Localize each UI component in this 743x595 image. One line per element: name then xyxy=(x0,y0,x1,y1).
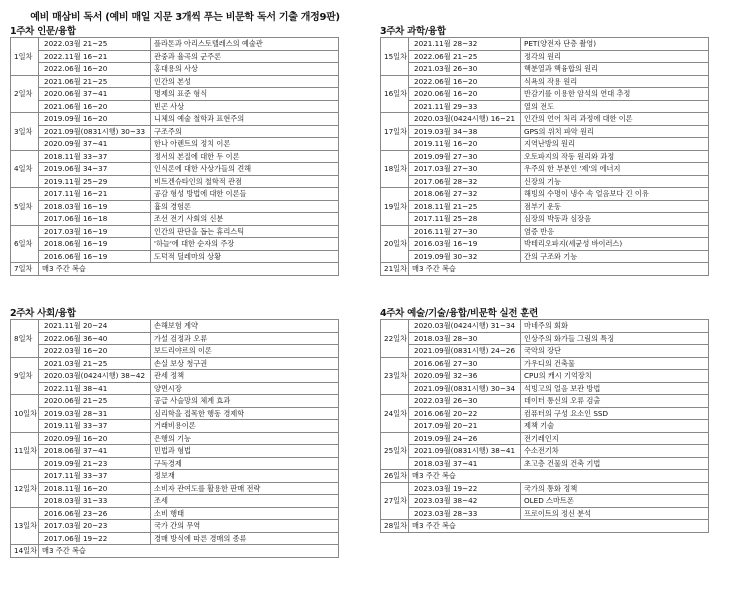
table-row xyxy=(11,63,339,76)
table-row xyxy=(381,75,709,88)
topic-cell: CPU의 캐시 기억장치 xyxy=(521,370,709,383)
source-cell: 2017.11월 25~28 xyxy=(409,213,521,226)
topic-cell: 국악의 장단 xyxy=(521,345,709,358)
table-row xyxy=(11,38,339,51)
topic-cell: 도덕적 딜레마의 상황 xyxy=(151,250,339,263)
source-cell: 2018.03월 31~33 xyxy=(39,495,151,508)
source-cell: 2019.11월 25~29 xyxy=(39,175,151,188)
topic-cell: 신장의 기능 xyxy=(521,175,709,188)
source-cell: 2023.03월 19~22 xyxy=(409,482,521,495)
topic-cell: 간의 구조와 기능 xyxy=(521,250,709,263)
day-label: 14일차 xyxy=(11,545,39,558)
table-row xyxy=(381,188,709,201)
source-cell: 2017.06월 28~32 xyxy=(409,175,521,188)
day-label: 24일차 xyxy=(381,395,409,433)
source-cell: 2019.09월 30~32 xyxy=(409,250,521,263)
table-row xyxy=(11,445,339,458)
source-cell: 2016.11월 27~30 xyxy=(409,225,521,238)
table-row xyxy=(11,250,339,263)
source-cell: 2020.06월 16~20 xyxy=(409,88,521,101)
table-row xyxy=(11,88,339,101)
table-row xyxy=(11,163,339,176)
topic-cell: 국가의 통화 정책 xyxy=(521,482,709,495)
review-row xyxy=(11,263,339,276)
source-cell: 2019.09월 16~20 xyxy=(39,113,151,126)
source-cell: 2021.06월 21~25 xyxy=(39,75,151,88)
table-row xyxy=(381,163,709,176)
source-cell: 2020.06월 21~25 xyxy=(39,395,151,408)
source-cell: 2021.09월(0831시행) 30~33 xyxy=(39,125,151,138)
day-label: 21일차 xyxy=(381,263,409,276)
day-label: 9일차 xyxy=(11,357,39,395)
review-cell: 매3 주간 복습 xyxy=(39,545,339,558)
topic-cell: 열의 전도 xyxy=(521,100,709,113)
table-row xyxy=(11,345,339,358)
topic-cell: 정보재 xyxy=(151,470,339,483)
source-cell: 2016.06월 27~30 xyxy=(409,357,521,370)
source-cell: 2018.11월 21~25 xyxy=(409,200,521,213)
source-cell: 2022.11월 38~41 xyxy=(39,382,151,395)
topic-cell: 관중과 율곡의 군주론 xyxy=(151,50,339,63)
table-row xyxy=(381,150,709,163)
topic-cell: 소비 행태 xyxy=(151,507,339,520)
day-label: 27일차 xyxy=(381,482,409,520)
source-cell: 2020.03월(0424시행) 31~34 xyxy=(409,320,521,333)
topic-cell: 소비자 관여도를 활용한 판매 전략 xyxy=(151,482,339,495)
source-cell: 2019.09월 21~23 xyxy=(39,457,151,470)
table-row xyxy=(381,382,709,395)
source-cell: 2016.06월 20~22 xyxy=(409,407,521,420)
source-cell: 2022.06월 21~25 xyxy=(409,50,521,63)
source-cell: 2020.09월 37~41 xyxy=(39,138,151,151)
topic-cell: 은행의 기능 xyxy=(151,432,339,445)
source-cell: 2022.03월 26~30 xyxy=(409,395,521,408)
table-row xyxy=(381,250,709,263)
document-title: 예비 매삼비 독서 (예비 매일 지문 3개씩 푸는 비문학 독서 기출 개정9판) xyxy=(30,12,340,23)
source-cell: 2016.06월 16~19 xyxy=(39,250,151,263)
source-cell: 2021.09월(0831시행) 24~26 xyxy=(409,345,521,358)
table-row xyxy=(381,113,709,126)
week-1-title: 1주차 인문/융합 xyxy=(10,26,76,37)
table-row xyxy=(381,200,709,213)
topic-cell: 가우디의 건축물 xyxy=(521,357,709,370)
topic-cell: 오토파지의 작동 원리와 과정 xyxy=(521,150,709,163)
topic-cell: 인간의 언어 처리 과정에 대한 이론 xyxy=(521,113,709,126)
source-cell: 2016.06월 23~26 xyxy=(39,507,151,520)
review-row xyxy=(381,263,709,276)
source-cell: 2019.06월 34~37 xyxy=(39,163,151,176)
week-2-title: 2주차 사회/융합 xyxy=(10,308,76,319)
table-row xyxy=(11,320,339,333)
day-label: 10일차 xyxy=(11,395,39,433)
source-cell: 2022.11월 16~21 xyxy=(39,50,151,63)
topic-cell: 한나 아렌트의 정치 이론 xyxy=(151,138,339,151)
topic-cell: '하늘'에 대한 순자의 주장 xyxy=(151,238,339,251)
topic-cell: 국가 간의 무역 xyxy=(151,520,339,533)
source-cell: 2022.03월 21~25 xyxy=(39,38,151,51)
table-row xyxy=(11,532,339,545)
review-cell: 매3 주간 복습 xyxy=(409,470,709,483)
topic-cell: 보드리야르의 이론 xyxy=(151,345,339,358)
day-label: 13일차 xyxy=(11,507,39,545)
topic-cell: 정각의 원리 xyxy=(521,50,709,63)
day-label: 7일차 xyxy=(11,263,39,276)
table-row xyxy=(381,320,709,333)
source-cell: 2018.06월 16~19 xyxy=(39,238,151,251)
topic-cell: 인간의 판단을 돕는 휴리스틱 xyxy=(151,225,339,238)
source-cell: 2018.03월 16~19 xyxy=(39,200,151,213)
table-row xyxy=(381,213,709,226)
topic-cell: 구독경제 xyxy=(151,457,339,470)
week-3-title: 3주차 과학/융합 xyxy=(380,26,446,37)
table-row xyxy=(11,482,339,495)
table-row xyxy=(11,520,339,533)
source-cell: 2017.03월 16~19 xyxy=(39,225,151,238)
topic-cell: 우주의 한 부분인 '제'의 에너지 xyxy=(521,163,709,176)
source-cell: 2018.03월 28~30 xyxy=(409,332,521,345)
table-row xyxy=(11,225,339,238)
table-row xyxy=(11,50,339,63)
table-row xyxy=(11,175,339,188)
table-row xyxy=(381,238,709,251)
source-cell: 2019.09월 27~30 xyxy=(409,150,521,163)
topic-cell: 데이터 통신의 오류 검출 xyxy=(521,395,709,408)
day-label: 28일차 xyxy=(381,520,409,533)
topic-cell: 정서의 본질에 대한 두 이론 xyxy=(151,150,339,163)
table-row xyxy=(381,63,709,76)
table-row xyxy=(381,432,709,445)
source-cell: 2017.03월 20~23 xyxy=(39,520,151,533)
week-3-table xyxy=(380,37,709,276)
topic-cell: 비트겐슈타인의 철학적 관점 xyxy=(151,175,339,188)
topic-cell: 핵분열과 핵융합의 원리 xyxy=(521,63,709,76)
day-label: 15일차 xyxy=(381,38,409,76)
topic-cell: 손실 보상 청구권 xyxy=(151,357,339,370)
topic-cell: 조세 xyxy=(151,495,339,508)
day-label: 23일차 xyxy=(381,357,409,395)
topic-cell: 인식론에 대한 사상가들의 견해 xyxy=(151,163,339,176)
source-cell: 2021.09월(0831시행) 30~34 xyxy=(409,382,521,395)
source-cell: 2022.06월 36~40 xyxy=(39,332,151,345)
day-label: 6일차 xyxy=(11,225,39,263)
topic-cell: 반감기를 이용한 암석의 연대 추정 xyxy=(521,88,709,101)
topic-cell: 심장의 박동과 심장음 xyxy=(521,213,709,226)
table-row xyxy=(381,470,709,483)
day-label: 18일차 xyxy=(381,150,409,188)
topic-cell: 관세 정책 xyxy=(151,370,339,383)
review-row xyxy=(381,520,709,533)
topic-cell: 마네주의 회화 xyxy=(521,320,709,333)
table-row xyxy=(11,395,339,408)
topic-cell: 손해보험 계약 xyxy=(151,320,339,333)
table-row xyxy=(381,407,709,420)
table-row xyxy=(381,50,709,63)
topic-cell: 식욕의 작용 원리 xyxy=(521,75,709,88)
source-cell: 2020.03월(0424시행) 16~21 xyxy=(409,113,521,126)
source-cell: 2022.03월 16~20 xyxy=(39,345,151,358)
review-cell: 매3 주간 복습 xyxy=(39,263,339,276)
source-cell: 2021.11월 20~24 xyxy=(39,320,151,333)
topic-cell: 조선 전기 사회의 신분 xyxy=(151,213,339,226)
table-row xyxy=(381,332,709,345)
topic-cell: 점부기 운동 xyxy=(521,200,709,213)
source-cell: 2021.06월 16~20 xyxy=(39,100,151,113)
topic-cell: GPS의 위치 파악 원리 xyxy=(521,125,709,138)
source-cell: 2017.11월 33~37 xyxy=(39,470,151,483)
table-row xyxy=(11,432,339,445)
table-row xyxy=(381,100,709,113)
day-label: 8일차 xyxy=(11,320,39,358)
day-label: 1일차 xyxy=(11,38,39,76)
topic-cell: 공급 사슬망의 체계 효과 xyxy=(151,395,339,408)
source-cell: 2018.11월 16~20 xyxy=(39,482,151,495)
review-cell: 매3 주간 복습 xyxy=(409,263,709,276)
source-cell: 2017.09월 20~21 xyxy=(409,420,521,433)
table-row xyxy=(11,420,339,433)
source-cell: 2017.06월 16~18 xyxy=(39,213,151,226)
source-cell: 2019.09월 24~26 xyxy=(409,432,521,445)
topic-cell: 민법과 형법 xyxy=(151,445,339,458)
source-cell: 2019.03월 28~31 xyxy=(39,407,151,420)
source-cell: 2020.06월 37~41 xyxy=(39,88,151,101)
table-row xyxy=(11,138,339,151)
table-row xyxy=(11,188,339,201)
table-row xyxy=(381,457,709,470)
table-row xyxy=(11,238,339,251)
topic-cell: 지역난방의 원리 xyxy=(521,138,709,151)
table-row xyxy=(11,200,339,213)
table-row xyxy=(11,357,339,370)
table-row xyxy=(11,407,339,420)
source-cell: 2019.11월 16~20 xyxy=(409,138,521,151)
day-label: 19일차 xyxy=(381,188,409,226)
topic-cell: 제책 기술 xyxy=(521,420,709,433)
source-cell: 2018.11월 33~37 xyxy=(39,150,151,163)
table-row xyxy=(11,150,339,163)
topic-cell: 인상주의 화가들 그림의 특징 xyxy=(521,332,709,345)
source-cell: 2020.09월 32~36 xyxy=(409,370,521,383)
day-label: 20일차 xyxy=(381,225,409,263)
table-row xyxy=(381,175,709,188)
table-row xyxy=(11,470,339,483)
table-row xyxy=(11,382,339,395)
week-4-title: 4주차 예술/기술/융합/비문학 실전 훈련 xyxy=(380,308,538,319)
source-cell: 2016.03월 16~19 xyxy=(409,238,521,251)
topic-cell: 석빙고의 얼음 보관 방법 xyxy=(521,382,709,395)
table-row xyxy=(381,495,709,508)
table-row xyxy=(381,445,709,458)
topic-cell: 전기레인지 xyxy=(521,432,709,445)
source-cell: 2021.03월 21~25 xyxy=(39,357,151,370)
week-2-table xyxy=(10,319,339,558)
table-row xyxy=(11,495,339,508)
table-row xyxy=(11,113,339,126)
topic-cell: 빈곤 사상 xyxy=(151,100,339,113)
day-label: 2일차 xyxy=(11,75,39,113)
topic-cell: 명제의 표준 형식 xyxy=(151,88,339,101)
table-row xyxy=(11,370,339,383)
day-label: 22일차 xyxy=(381,320,409,358)
table-row xyxy=(381,370,709,383)
day-label: 26일차 xyxy=(381,470,409,483)
topic-cell: 수소전기차 xyxy=(521,445,709,458)
source-cell: 2018.06월 27~32 xyxy=(409,188,521,201)
topic-cell: 니체의 예술 철학과 표현주의 xyxy=(151,113,339,126)
topic-cell: 구조주의 xyxy=(151,125,339,138)
table-row xyxy=(381,345,709,358)
table-row xyxy=(381,225,709,238)
table-row xyxy=(11,100,339,113)
topic-cell: OLED 스마트폰 xyxy=(521,495,709,508)
source-cell: 2017.06월 19~22 xyxy=(39,532,151,545)
topic-cell: 양면시장 xyxy=(151,382,339,395)
table-row xyxy=(381,125,709,138)
topic-cell: 홍대용의 사상 xyxy=(151,63,339,76)
day-label: 5일차 xyxy=(11,188,39,226)
source-cell: 2019.03월 34~38 xyxy=(409,125,521,138)
topic-cell: PET(양전자 단층 촬영) xyxy=(521,38,709,51)
review-row xyxy=(11,545,339,558)
source-cell: 2023.03월 38~42 xyxy=(409,495,521,508)
topic-cell: 심리학을 접목한 행동 경제학 xyxy=(151,407,339,420)
source-cell: 2023.03월 28~33 xyxy=(409,507,521,520)
day-label: 17일차 xyxy=(381,113,409,151)
day-label: 25일차 xyxy=(381,432,409,470)
day-label: 11일차 xyxy=(11,432,39,470)
topic-cell: 거래비용이론 xyxy=(151,420,339,433)
source-cell: 2018.06월 37~41 xyxy=(39,445,151,458)
topic-cell: 박테리오파지(세균성 바이러스) xyxy=(521,238,709,251)
day-label: 3일차 xyxy=(11,113,39,151)
topic-cell: 공감 형성 방법에 대한 이론들 xyxy=(151,188,339,201)
source-cell: 2022.06월 16~20 xyxy=(409,75,521,88)
source-cell: 2018.03월 37~41 xyxy=(409,457,521,470)
table-row xyxy=(381,507,709,520)
source-cell: 2021.09월(0831시행) 38~41 xyxy=(409,445,521,458)
topic-cell: 인간의 본성 xyxy=(151,75,339,88)
table-row xyxy=(11,332,339,345)
topic-cell: 가설 검정과 오류 xyxy=(151,332,339,345)
topic-cell: 흄의 경험론 xyxy=(151,200,339,213)
day-label: 4일차 xyxy=(11,150,39,188)
source-cell: 2021.11월 28~32 xyxy=(409,38,521,51)
table-row xyxy=(381,395,709,408)
topic-cell: 초고층 건물의 건축 기법 xyxy=(521,457,709,470)
review-cell: 매3 주간 복습 xyxy=(409,520,709,533)
table-row xyxy=(381,38,709,51)
source-cell: 2017.03월 27~30 xyxy=(409,163,521,176)
source-cell: 2020.09월 16~20 xyxy=(39,432,151,445)
source-cell: 2019.11월 33~37 xyxy=(39,420,151,433)
table-row xyxy=(381,138,709,151)
week-1-table xyxy=(10,37,339,276)
topic-cell: 염증 반응 xyxy=(521,225,709,238)
source-cell: 2021.11월 29~33 xyxy=(409,100,521,113)
topic-cell: 컴퓨터의 구성 요소인 SSD xyxy=(521,407,709,420)
day-label: 16일차 xyxy=(381,75,409,113)
topic-cell: 플라톤과 아리스토텔레스의 예술관 xyxy=(151,38,339,51)
table-row xyxy=(11,213,339,226)
source-cell: 2022.06월 16~20 xyxy=(39,63,151,76)
table-row xyxy=(381,357,709,370)
source-cell: 2021.03월 26~30 xyxy=(409,63,521,76)
table-row xyxy=(381,420,709,433)
table-row xyxy=(11,457,339,470)
source-cell: 2020.03월(0424시행) 38~42 xyxy=(39,370,151,383)
table-row xyxy=(381,88,709,101)
source-cell: 2017.11월 16~21 xyxy=(39,188,151,201)
table-row xyxy=(381,482,709,495)
week-4-table xyxy=(380,319,709,533)
day-label: 12일차 xyxy=(11,470,39,508)
topic-cell: 프로이트의 정신 분석 xyxy=(521,507,709,520)
topic-cell: 경매 방식에 따른 경매의 종류 xyxy=(151,532,339,545)
table-row xyxy=(11,75,339,88)
table-row xyxy=(11,125,339,138)
topic-cell: 해빙의 수명이 냉수 속 얼음보다 긴 이유 xyxy=(521,188,709,201)
table-row xyxy=(11,507,339,520)
